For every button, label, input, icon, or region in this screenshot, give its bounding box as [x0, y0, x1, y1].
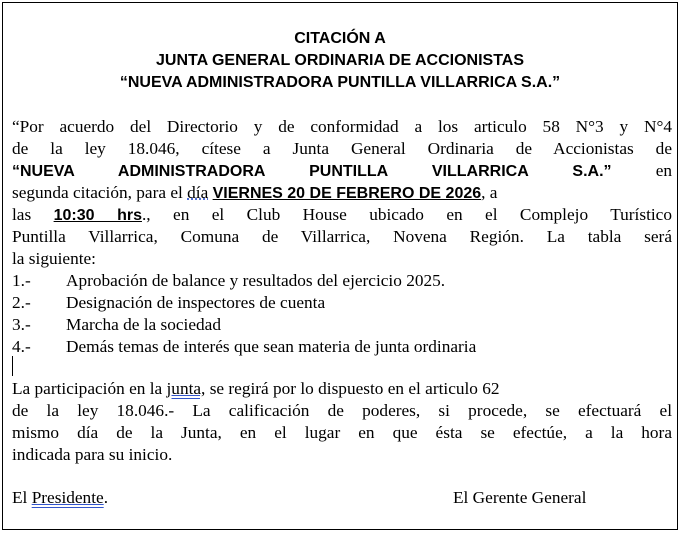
agenda-number: 2.-	[12, 293, 31, 312]
company-name: “NUEVA ADMINISTRADORA PUNTILLA VILLARRICA S.A.”	[12, 163, 612, 180]
title-company: “NUEVA ADMINISTRADORA PUNTILLA VILLARRICA S.A.”	[119, 74, 561, 91]
paragraph2-line4: indicada para su inicio.	[12, 445, 173, 464]
signature-presidente	[12, 487, 108, 509]
paragraph1-line3-tail: en	[655, 161, 672, 180]
agenda-number: 3.-	[12, 315, 31, 334]
paragraph1-line4	[12, 182, 672, 205]
paragraph1-line6: Puntilla Villarrica, Comuna de Villarrica, Novena Región. La tabla será	[12, 227, 672, 246]
paragraph2-line1	[12, 378, 672, 400]
signature-left-suffix: .	[103, 488, 109, 507]
title-citacion: CITACIÓN A	[294, 30, 386, 47]
agenda-number: 4.-	[12, 337, 31, 356]
agenda-item: Designación de inspectores de cuenta	[66, 293, 326, 312]
signature-gerente: El Gerente General	[453, 488, 587, 507]
paragraph1-line4-end: , a	[481, 183, 498, 202]
paragraph1-line3	[12, 160, 672, 183]
agenda-item: Marcha de la sociedad	[66, 315, 221, 334]
text-cursor	[12, 356, 13, 376]
paragraph1-line7: la siguiente:	[12, 249, 96, 268]
meeting-date: VIERNES 20 DE FEBRERO DE 2026	[212, 185, 482, 202]
agenda-item: Demás temas de interés que sean materia de junta ordinaria	[66, 337, 477, 356]
agenda-item: Aprobación de balance y resultados del ejercicio 2025.	[66, 271, 446, 290]
signature-left-prefix: El	[12, 488, 32, 507]
paragraph2-line2: de la ley 18.046.- La calificación de poderes, si procede, se efectuará el	[12, 401, 672, 420]
title-junta: JUNTA GENERAL ORDINARIA DE ACCIONISTAS	[155, 52, 524, 69]
paragraph1-line5-start: las	[12, 205, 54, 224]
paragraph2-line1-end: se regirá por lo dispuesto en el articulo 62	[205, 379, 500, 398]
meeting-time: 10:30 hrs	[53, 207, 142, 224]
presidente-word: Presidente	[31, 488, 104, 507]
paragraph2-line1-start: La participación en la	[12, 379, 167, 398]
day-word: día	[187, 183, 209, 202]
paragraph1-line4-start: segunda citación, para el	[12, 183, 188, 202]
paragraph1-line5	[12, 204, 672, 227]
paragraph1-line2: de la ley 18.046, cítese a Junta General Ordinaria de Accionistas de	[12, 139, 672, 158]
agenda-number: 1.-	[12, 271, 31, 290]
paragraph2-line3: mismo día de la Junta, en el lugar en que ésta se efectúe, a la hora	[12, 423, 672, 442]
paragraph1-line5-end: ., en el Club House ubicado en el Complejo Turístico	[141, 205, 672, 224]
junta-word: junta,	[166, 379, 206, 398]
paragraph1-line1: “Por acuerdo del Directorio y de conformidad a los articulo 58 N°3 y N°4	[12, 117, 672, 136]
